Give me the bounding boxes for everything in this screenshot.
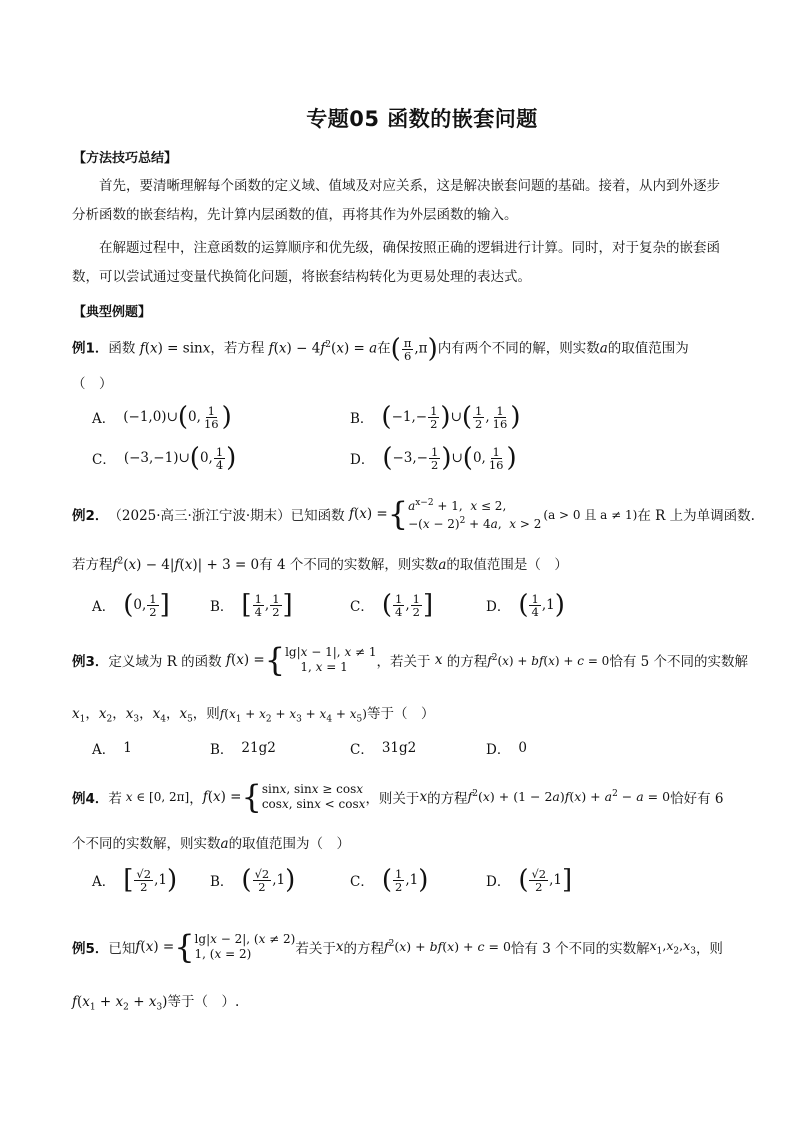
- example-4-option-c[interactable]: C． ( $\frac{1}{2}$ ,1 ): [350, 865, 429, 895]
- option-value: 1: [123, 740, 132, 756]
- text: 已知函数: [290, 508, 345, 524]
- text: 内有两个不同的解，则实数: [437, 340, 600, 357]
- method-paragraph-1: 首先，要清晰理解每个函数的定义域、值域及对应关系，这是解决嵌套问题的基础。接着，从内到外逐步分析函数的嵌套结构，先计算内层函数的值，再将其作为外层函数的输入。: [72, 178, 720, 223]
- page-title: 专题05 函数的嵌套问题: [306, 107, 538, 131]
- text: 的方程: [446, 654, 488, 670]
- example-2-stem: 例2． （2025·高三·浙江宁波·期末） 已知函数 f(x) = { $a^{x-2} + 1$, x ≤ 2, $-(x - 2)^2 + 4a$, x > 2 (a > 0 且 a ≠ 1) 在 R 上为单调函数.: [72, 495, 755, 533]
- text: 恰有 3 个不同的实数解: [510, 941, 650, 957]
- text: 已知: [108, 941, 136, 957]
- text: ，则: [695, 941, 723, 957]
- option-letter: D．: [486, 599, 511, 615]
- example-4-label: 例4．: [72, 791, 109, 807]
- example-3-label: 例3．: [72, 654, 109, 670]
- text: ，则关于: [365, 791, 420, 807]
- text: 在 R 上为单调函数.: [637, 508, 755, 524]
- option-letter: C．: [350, 874, 374, 890]
- text: 等于（ ）: [366, 706, 435, 722]
- example-2-option-d[interactable]: D． ( $\frac{1}{4}$ ,1 ): [486, 590, 565, 620]
- text: 在: [377, 340, 391, 357]
- example-4-line-2: 个不同的实数解，则实数a的取值范围为（ ）: [72, 836, 351, 852]
- method-paragraph-2: 在解题过程中，注意函数的运算顺序和优先级，确保按照正确的逻辑进行计算。同时，对于复杂的嵌套函数，可以尝试通过变量代换简化问题，将嵌套结构转化为更易处理的表达式。: [72, 240, 720, 285]
- example-header: 【典型例题】: [73, 305, 152, 320]
- example-2-source: （2025·高三·浙江宁波·期末）: [108, 508, 291, 524]
- option-letter: B．: [210, 874, 234, 890]
- example-3-option-b[interactable]: [210, 738, 276, 758]
- example-2-option-a[interactable]: A． ( 0, $\frac{1}{2}$ ]: [92, 590, 170, 620]
- example-3-option-a[interactable]: [92, 738, 132, 758]
- example-1-stem: 例1．函数 f(x) = sinx，若方程 $f(x) - 4f^2(x) = a$在( $\frac{\pi}{6}$ ,π)内有两个不同的解，则实数a的取值范围为: [72, 334, 689, 364]
- example-4-option-b[interactable]: B． ( $\frac{√2}{2}$ ,1 ): [210, 865, 296, 895]
- text: 有 4 个不同的实数解，则实数: [259, 557, 439, 573]
- option-letter: A．: [92, 874, 116, 890]
- text: 定义域为 R 的函数: [108, 654, 222, 670]
- option-letter: D．: [350, 452, 375, 468]
- example-5-stem: 例5． 已知 f(x) = { lg|x − 2|, (x ≠ 2) 1, (x = 2) 若关于 x 的方程 $f^2(x) + bf(x) + c = 0$ 恰有 3 个不同的实数解 $x_1,x_2,x_3$ ，则: [72, 928, 723, 966]
- option-value: 0: [518, 740, 527, 756]
- example-3-option-d[interactable]: [486, 738, 527, 758]
- method-header: 【方法技巧总结】: [73, 151, 178, 166]
- example-3-line-2: $x_1$，$x_2$，$x_3$，$x_4$，$x_5$，则$f(x_1 + x_2 + x_3 + x_4 + x_5)$等于（ ）: [72, 706, 435, 725]
- text: 等于（ ）.: [167, 994, 240, 1010]
- text: ，若方程: [210, 340, 265, 357]
- text: 若关于: [295, 941, 336, 957]
- example-1-option-d[interactable]: D． ( −3,− $\frac{1}{2}$ ) ∪ ( 0, $\frac{1}{16}$ ): [350, 443, 517, 473]
- example-2-label: 例2．: [72, 508, 109, 524]
- option-letter: D．: [486, 874, 511, 890]
- option-letter: B．: [210, 742, 234, 758]
- option-letter: A．: [92, 411, 116, 427]
- example-4-option-d[interactable]: D． ( $\frac{√2}{2}$ ,1 ]: [486, 865, 573, 895]
- example-1-option-b[interactable]: B． ( −1,− $\frac{1}{2}$ ) ∪ ( $\frac{1}{2}$ , $\frac{1}{16}$ ): [350, 402, 521, 432]
- option-letter: A．: [92, 742, 116, 758]
- option-value: 21g2: [241, 740, 276, 756]
- example-2-option-c[interactable]: C． ( $\frac{1}{4}$ , $\frac{1}{2}$ ]: [350, 590, 434, 620]
- example-1-option-a[interactable]: A． (−1,0)∪ ( 0, $\frac{1}{16}$ ): [92, 402, 232, 432]
- text: 的取值范围为（ ）: [228, 836, 351, 852]
- example-3-option-c[interactable]: [350, 738, 416, 758]
- text: 的取值范围是（ ）: [446, 557, 568, 573]
- text: ，: [189, 791, 203, 807]
- text: 的方程: [427, 791, 468, 807]
- example-1-option-c[interactable]: C． (−3,−1)∪ ( 0, $\frac{1}{4}$ ): [92, 443, 237, 473]
- option-letter: B．: [210, 599, 234, 615]
- example-2-line-2: 若方程$f^2(x) - 4|f(x)| + 3 = 0$有 4 个不同的实数解，则实数a的取值范围是（ ）: [72, 556, 568, 573]
- example-4-stem: 例4． 若 x ∈ [0, 2π] ， f(x) = { sinx, sinx ≥ cosx cosx, sinx < cosx ，则关于 x 的方程 $f^2(x) + (1 - 2a)f(x) + a^2 - a = 0$ 恰好有 6: [72, 778, 724, 816]
- text: 若: [108, 791, 122, 807]
- text: 的方程: [343, 941, 384, 957]
- example-2-option-b[interactable]: B． [ $\frac{1}{4}$ , $\frac{1}{2}$ ]: [210, 590, 293, 620]
- text: ，则: [192, 706, 220, 722]
- example-5-label: 例5．: [72, 941, 109, 957]
- text: 恰有 5 个不同的实数解: [609, 654, 748, 670]
- text: 个不同的实数解，则实数: [72, 836, 221, 852]
- option-letter: B．: [350, 411, 374, 427]
- example-1-label: 例1．: [72, 340, 109, 357]
- example-5-line-2: $f(x_1 + x_2 + x_3)$等于（ ）.: [72, 994, 240, 1013]
- option-letter: A．: [92, 599, 116, 615]
- option-value: 31g2: [381, 740, 417, 756]
- option-letter: D．: [486, 742, 511, 758]
- example-4-option-a[interactable]: A． [ $\frac{√2}{2}$ ,1 ): [92, 865, 178, 895]
- text: 的取值范围为: [607, 340, 689, 357]
- example-1-paren: （ ）: [72, 376, 113, 392]
- text: 恰好有 6: [670, 791, 724, 807]
- example-2-condition: (a > 0 且 a ≠ 1): [543, 507, 638, 522]
- option-letter: C．: [350, 742, 374, 758]
- text: 函数: [108, 340, 136, 357]
- example-3-stem: 例3． 定义域为 R 的函数 f(x) = { lg|x − 1|, x ≠ 1 1, x = 1 ，若关于 x 的方程 $f^2(x) + bf(x) + c = 0$ 恰有 5 个不同的实数解: [72, 641, 748, 679]
- text: 若方程: [72, 557, 113, 573]
- option-letter: C．: [350, 599, 374, 615]
- option-letter: C．: [92, 452, 116, 468]
- text: ，若关于: [376, 654, 431, 670]
